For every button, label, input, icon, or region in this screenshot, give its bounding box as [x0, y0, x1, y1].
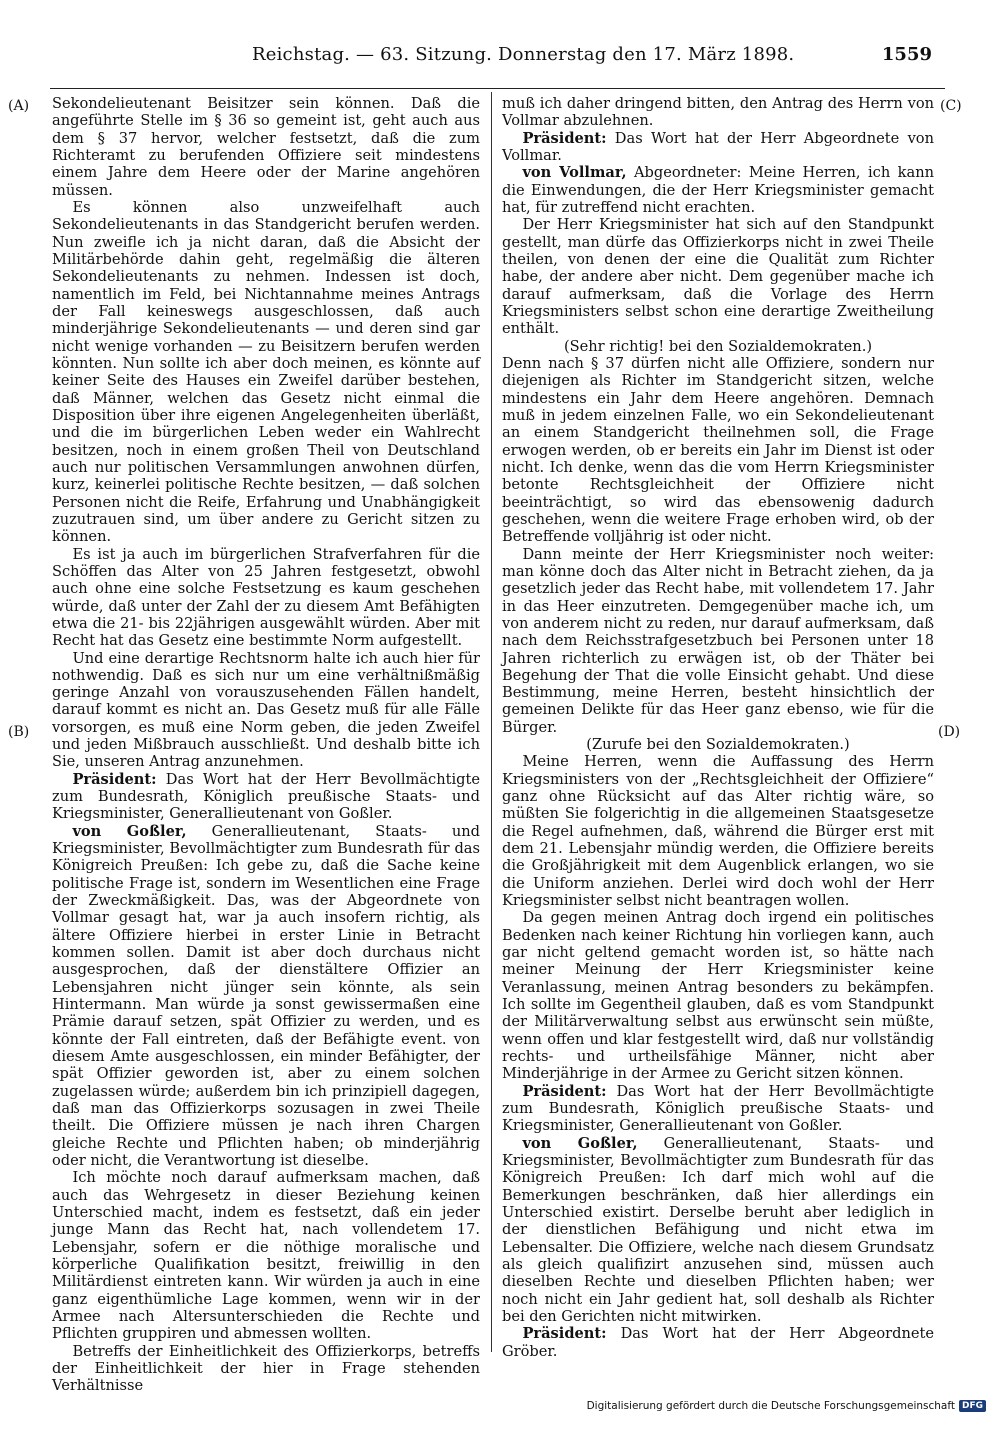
paragraph: Es können also unzweifelhaft auch Sekondelieutenants in das Standgericht berufen werden. Nun zweifle ich ja nicht daran, daß die Absicht der Militärbehörde dahin geht, regelmäßig die älteren Sekondelieutenants zu nehmen. Indessen ist doch, namentlich im Feld, bei Nichtannahme meines Antrags der Fall keineswegs ausgeschlossen, daß auch minderjährige Sekondelieutenants — und deren sind gar nicht wenige vorhanden — zu Beisitzern berufen werden könnten. Nun sollte ich aber doch meinen, es könnte auf keiner Seite des Hauses ein Zweifel darüber bestehen, daß Männer, welchen das Gesetz nicht einmal die Disposition über ihre eigenen Angelegenheiten überläßt, und die im bürgerlichen Leben weder ein Wahlrecht besitzen, noch in einem großen Theil von Deutschland auch nur politischen Versammlungen anwohnen dürfen, kurz, keinerlei politische Rechte besitzen, — daß solchen Personen nicht die Reife, Erfahrung und Unabhängigkeit zuzutrauen sind, um über andere zu Gericht sitzen zu können. — [52, 198, 480, 546]
interjection: (Sehr richtig! bei den Sozialdemokraten.) — [563, 337, 873, 355]
marker-c: (C) — [940, 98, 962, 114]
speech-text: Das Wort hat der Herr Abgeordnete Gröber. — [502, 1325, 934, 1360]
paragraph: Es ist ja auch im bürgerlichen Strafverfahren für die Schöffen das Alter von 25 Jahren festgesetzt, obwohl auch ohne eine solche Festsetzung es kaum geschehen würde, daß unter der Zahl der zu diesem Amt Befähigten etwa die 21- bis 22jährigen ausgewählt würden. Aber mit Recht hat das Gesetz eine bestimmte Norm aufgestellt. — [52, 545, 480, 650]
speech-paragraph — [502, 1083, 934, 1135]
paragraph: muß ich daher dringend bitten, den Antrag des Herrn von Vollmar abzulehnen. — [502, 95, 934, 130]
marker-a: (A) — [8, 98, 30, 114]
marker-b: (B) — [8, 724, 30, 740]
speaker-name: von Vollmar, — [522, 164, 627, 182]
speaker-name: Präsident: — [522, 1082, 607, 1100]
paragraph: Da gegen meinen Antrag doch irgend ein politisches Bedenken nach keiner Richtung hin vorliegen kann, auch gar nicht geltend gemacht worden ist, so hätte nach meiner Meinung der Herr Kriegsminister keine Veranlassung, meinen Antrag besonders zu bekämpfen. Ich sollte im Gegentheil glauben, daß es vom Standpunkt der Militärverwaltung selbst aus erwünscht sein müßte, wenn offen und klar festgestellt wird, daß nur vollständig rechts- und urtheilsfähige Männer, nicht aber Minderjährige in der Armee zu Gericht sitzen können. — [502, 909, 934, 1083]
left-column — [52, 95, 481, 1395]
speech-paragraph — [502, 164, 934, 216]
speech-text: Generallieutenant, Staats- und Kriegsminister, Bevollmächtigter zum Bundesrath für das Königreich Preußen: Ich gebe zu, daß die Sache keine politische Frage ist, sondern im Wesentlichen eine Frage der Zweckmäßigkeit. Das, was der Abgeordnete von Vollmar gesagt hat, war ja auch insofern richtig, als ältere Offiziere hierbei in erster Linie in Betracht kommen sollen. Damit ist aber doch durchaus nicht ausgesprochen, daß der dienstältere Offizier an Lebensjahren nicht jünger sein könnte, als sein Hintermann. Man würde ja sonst gewissermaßen eine Prämie darauf setzen, spät Offizier zu werden, und es könnte der Fall eintreten, daß der Befähigte event. von diesem Amte ausgeschlossen, ein minder Befähigter, der spät Offizier geworden ist, aber zu einem solchen zugelassen würde; außerdem bin ich prinzipiell dagegen, daß man das Offizierkorps sozusagen in zwei Theile theilt. Die Offiziere müssen je nach ihren Chargen gleiche Rechte und Pflichten haben; ob minderjährig oder nicht, die Verantwortung ist dieselbe. — [52, 822, 481, 1170]
column-divider — [491, 92, 492, 1352]
speech-paragraph — [502, 1325, 934, 1360]
dfg-logo: DFG — [959, 1400, 986, 1412]
paragraph: Und eine derartige Rechtsnorm halte ich auch hier für nothwendig. Daß es sich nur um eine verhältnißmäßig geringe Anzahl von vorauszusehenden Fällen handelt, darauf kommt es nicht an. Das Gesetz muß für alle Fälle vorsorgen, es muß eine Norm geben, die jeden Zweifel und jeden Mißbrauch ausschließt. Und deshalb bitte ich Sie, unseren Antrag anzunehmen. — [52, 649, 480, 771]
header-rule — [50, 88, 945, 89]
paragraph: Denn nach § 37 dürfen nicht alle Offiziere, sondern nur diejenigen als Richter im Standgericht sitzen, welche mindestens ein Jahr dem Heere angehören. Demnach muß in jedem einzelnen Falle, wo ein Sekondelieutenant an einem Standgericht theilnehmen soll, die Frage erwogen werden, ob er bereits ein Jahr im Dienst ist oder nicht. Ich denke, wenn das die vom Herrn Kriegsminister betonte Rechtsgleichheit der Offiziere nicht beeinträchtigt, so wird das ebensowenig dadurch geschehen, wenn die weitere Frage erhoben wird, ob der Betreffende volljährig ist oder nicht. — [502, 354, 934, 546]
speech-text: Das Wort hat der Herr Bevollmächtigte zum Bundesrath, Königlich preußische Staats- und Kriegsminister, Generallieutenant von Goßler. — [52, 770, 480, 823]
page-header — [252, 44, 932, 74]
speaker-name: von Goßler, — [72, 822, 187, 840]
right-column — [502, 95, 934, 1359]
paragraph: Betreffs der Einheitlichkeit des Offizierkorps, betreffs der Einheitlichkeit der hier in Frage stehenden Verhältnisse — [52, 1342, 480, 1395]
speaker-name: Präsident: — [522, 129, 607, 147]
speech-paragraph — [502, 1135, 934, 1326]
paragraph: Meine Herren, wenn die Auffassung des Herrn Kriegsministers von der „Rechtsgleichheit der Offiziere“ ganz ohne Rücksicht auf das Alter richtig wäre, so müßten Sie folgerichtig in die allgemeinen Staatsgesetze die Regel aufnehmen, daß, während die Bürger erst mit dem 21. Lebensjahr mündig werden, die Offiziere bereits die Großjährigkeit mit dem Augenblick erlangen, wo sie die Uniform anziehen. Derlei wird doch wohl der Herr Kriegsminister selbst nicht beantragen wollen. — [502, 753, 934, 910]
paragraph: Ich möchte noch darauf aufmerksam machen, daß auch das Wehrgesetz in dieser Beziehung keinen Unterschied macht, indem es festsetzt, daß ein jeder junge Mann das Recht hat, nach vollendetem 17. Lebensjahr, sofern er die nöthige moralische und körperliche Qualifikation besitzt, freiwillig in den Militärdienst eintreten kann. Wir würden ja auch in eine ganz eigenthümliche Lage kommen, wenn wir in der Armee nach Altersunterschieden die Rechte und Pflichten gruppiren und abmessen wollten. — [52, 1169, 480, 1343]
paragraph: Sekondelieutenant Beisitzer sein können. Daß die angeführte Stelle im § 36 so gemeint ist, geht auch aus dem § 37 hervor, welcher festsetzt, daß die zum Richteramt zu berufenden Offiziere seit mindestens einem Jahre dem Heere oder der Marine angehören müssen. — [52, 95, 480, 199]
page-number: 1559 — [881, 44, 932, 65]
footer — [587, 1400, 986, 1412]
speech-paragraph — [52, 771, 480, 823]
paragraph: Dann meinte der Herr Kriegsminister noch weiter: man könne doch das Alter nicht in Betracht ziehen, da ja gesetzlich jeder das Recht habe, mit vollendetem 17. Jahr in das Heer einzutreten. Demgegenüber mache ich, um von anderem nicht zu reden, nur darauf aufmerksam, daß nach dem Reichsstrafgesetzbuch bei Personen unter 18 Jahren richterlich zu erwägen ist, ob der Thäter bei Begehung der That die volle Einsicht gehabt. Und diese Bestimmung, meine Herren, besteht hinsichtlich der gemeinen Delikte für das Heer ganz ebenso, wie für die Bürger. — [502, 545, 934, 736]
speech-text: Generallieutenant, Staats- und Kriegsminister, Bevollmächtigter zum Bundesrath für das Königreich Preußen: Ich darf mich wohl auf die Bemerkungen beschränken, daß hier allerdings ein Unterschied existirt. Derselbe beruht aber lediglich in der dienstlichen Befähigung und nicht etwa im Lebensalter. Die Offiziere, welche nach diesem Grundsatz als gleich qualifizirt anzusehen sind, müssen auch dieselben Rechte und dieselben Pflichten haben; wer noch nicht ein Jahr gedient hat, soll deshalb als Richter bei den Gerichten nicht mitwirken. — [502, 1134, 935, 1325]
speech-text: Das Wort hat der Herr Abgeordnete von Vollmar. — [502, 129, 934, 164]
speech-text: Das Wort hat der Herr Bevollmächtigte zum Bundesrath, Königlich preußische Staats- und Kriegsminister, Generallieutenant von Goßler. — [502, 1082, 934, 1135]
speaker-name: von Goßler, — [522, 1134, 638, 1152]
speaker-name: Präsident: — [522, 1325, 607, 1343]
interjection: (Zurufe bei den Sozialdemokraten.) — [586, 736, 850, 754]
speech-paragraph — [52, 823, 480, 1170]
marker-d: (D) — [938, 724, 961, 740]
speaker-name: Präsident: — [72, 770, 157, 788]
paragraph: Der Herr Kriegsminister hat sich auf den Standpunkt gestellt, man dürfe das Offizierkorps nicht in zwei Theile theilen, von denen der eine die Qualität zum Richter habe, der andere aber nicht. Dem gegenüber mache ich darauf aufmerksam, daß die Vorlage des Herrn Kriegsministers selbst schon eine derartige Zweitheilung enthält. — [502, 216, 934, 338]
speech-text: Abgeordneter: Meine Herren, ich kann die Einwendungen, die der Herr Kriegsminister gemacht hat, für zutreffend nicht erachten. — [502, 164, 934, 216]
footer-credit: Digitalisierung gefördert durch die Deutsche Forschungsgemeinschaft — [586, 1400, 955, 1412]
header-title: Reichstag. — 63. Sitzung. Donnerstag den 17. März 1898. — [252, 44, 795, 65]
speech-paragraph — [502, 130, 934, 165]
